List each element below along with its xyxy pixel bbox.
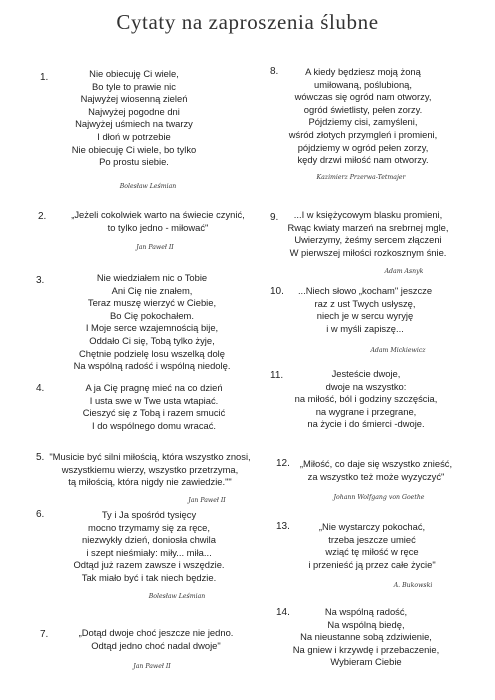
quote-line: to tylko jedno - miłować" — [107, 221, 209, 233]
quote-line: na miłość, ból i godziny szczęścia, — [294, 393, 438, 405]
quote-line: Najwyżej pogodne dni — [88, 105, 180, 117]
quote-line: I usta swe w Twe usta wtapiać. — [89, 394, 219, 406]
quote-line: Po prostu siebie. — [99, 156, 169, 168]
quote-author: Adam Mickiewicz — [370, 347, 426, 354]
page-title: Cytaty na zaproszenia ślubne — [116, 10, 379, 34]
quote-line: Nie obiecuję Ci wiele, — [89, 68, 179, 79]
quote-number: 3. — [36, 275, 45, 286]
quote-line: Na nieustanne sobą zdziwienie, — [300, 631, 432, 643]
quote-line: Pójdziemy cisi, zamyśleni, — [308, 116, 418, 128]
quote-line: Bo Cię pokochałem. — [110, 309, 194, 321]
quote-line: za wszystko też może wyzyczyć" — [307, 470, 445, 482]
quote-text — [30, 451, 270, 489]
quote-text — [246, 368, 486, 431]
quote-line: tą miłością, która nigdy nie zawiedzie."" — [68, 476, 232, 488]
quote-text — [243, 66, 483, 167]
quote-line: ogród świetlisty, pełen zorzy. — [303, 103, 423, 115]
quote-line: i szept nieśmiały: miły... miła... — [86, 546, 212, 558]
quote-line: umiłowaną, poślubioną, — [314, 78, 412, 90]
quote-author: Jan Paweł II — [136, 244, 174, 251]
quote-line: Tak miało być i tak niech będzie. — [81, 571, 217, 583]
quote-line: wziąć tę miłość w ręce — [325, 546, 419, 558]
quote-line: „Dotąd dwoje choć jeszcze nie jedno. — [78, 627, 234, 638]
quote-line: kędy drzwi miłość nam otworzy. — [297, 154, 429, 166]
quote-text — [245, 285, 485, 335]
quote-line: Na wspólną radość, — [324, 606, 408, 617]
quote-number: 10. — [270, 286, 284, 297]
quote-line: „Miłość, co daje się wszystko znieść, — [299, 458, 453, 469]
quote-line: I Moje serce wzajemnością bije, — [85, 322, 219, 334]
quote-line: pójdziemy w ogród pełen zorzy, — [297, 141, 429, 153]
quote-line: W pierwszej miłości rozkosznym śnie. — [289, 246, 447, 258]
quote-line: „Jeżeli cokolwiek warto na świecie czynić, — [71, 209, 245, 220]
quote-number: 5. — [36, 452, 45, 463]
quote-text — [29, 509, 269, 585]
quote-line: Na wspólną radość i wspólną niedolę. — [73, 360, 231, 372]
quote-text — [246, 606, 486, 669]
quote-number: 1. — [40, 72, 49, 83]
quote-line: Ty i Ja spośród tysięcy — [101, 509, 197, 520]
quote-line: trzeba jeszcze umieć — [328, 533, 416, 545]
quote-number: 12. — [276, 458, 290, 469]
quote-text — [14, 68, 254, 169]
quote-line: na życie i do śmierci -dwoje. — [307, 418, 425, 430]
quote-line: A ja Cię pragnę mieć na co dzień — [85, 382, 223, 393]
quote-author: Kazimierz Przerwa-Tetmajer — [316, 174, 406, 181]
quote-line: I dłoń w potrzebie — [97, 130, 171, 142]
quote-line: Teraz muszę wierzyć w Ciebie, — [87, 297, 217, 309]
quote-line: Najwyżej wiosenną zieleń — [80, 93, 188, 105]
quote-author: A. Bukowski — [393, 582, 433, 589]
quote-line: Wybieram Ciebie — [330, 656, 402, 668]
quote-number: 6. — [36, 509, 45, 520]
quote-line: Oddało Ci się, Tobą tylko żyje, — [89, 334, 215, 346]
quote-number: 13. — [276, 521, 290, 532]
quote-line: niech je w sercu wyryję — [316, 310, 414, 322]
quote-line: mocno trzymamy się za ręce, — [88, 521, 210, 533]
quote-author: Jan Paweł II — [133, 663, 171, 670]
quote-line: i przenieść ją przez całe życie" — [308, 558, 436, 570]
quote-number: 9. — [270, 212, 279, 223]
quote-author: Jan Paweł II — [188, 497, 226, 504]
quote-line: "Musicie być silni miłością, która wszystko znosi, — [49, 451, 251, 462]
quote-author: Adam Asnyk — [384, 268, 424, 275]
quote-text — [252, 521, 492, 571]
quote-author: Johann Wolfgang von Goethe — [333, 494, 425, 501]
quote-line: A kiedy będziesz moją żoną — [305, 66, 421, 77]
quote-line: Ani Cię nie znałem, — [111, 284, 193, 296]
quote-number: 2. — [38, 211, 47, 222]
quote-line: Na wspólną biedę, — [327, 618, 405, 630]
quote-text — [34, 382, 274, 432]
quote-line: Uwierzymy, żeśmy sercem złączeni — [294, 234, 442, 246]
quote-text — [248, 209, 488, 259]
quote-line: Bo tyle to prawie nic — [92, 80, 176, 92]
quote-line: I do wspólnego domu wracać. — [91, 419, 217, 431]
quote-line: Na gniew i krzywdę i przebaczenie, — [292, 643, 440, 655]
quote-text — [256, 458, 495, 483]
quote-line: Cieszyć się z Tobą i razem smucić — [82, 407, 226, 419]
quote-line: dwoje na wszystko: — [325, 380, 407, 392]
quote-line: ...Niech słowo „kocham" jeszcze — [297, 285, 433, 296]
quote-line: Odtąd jedno choć nadal dwoje" — [91, 639, 221, 651]
quote-line: ...I w księżycowym blasku promieni, — [293, 209, 443, 220]
quote-line: Najwyżej uśmiech na twarzy — [75, 118, 193, 130]
quote-line: wśród złotych przymgleń i promieni, — [288, 128, 438, 140]
quote-text — [36, 627, 276, 652]
quote-text — [32, 272, 272, 373]
quote-line: na wygrane i przegrane, — [315, 405, 417, 417]
quote-author: Bolesław Leśmian — [119, 183, 177, 190]
quote-line: Nie wiedziałem nic o Tobie — [96, 272, 208, 283]
quote-text — [38, 209, 278, 234]
quote-number: 7. — [40, 629, 49, 640]
quote-line: Rwąc kwiaty marzeń na srebrnej mgle, — [287, 221, 449, 233]
quote-number: 8. — [270, 66, 279, 77]
quote-number: 11. — [270, 370, 284, 381]
quote-line: wszystkiemu wierzy, wszystko przetrzyma, — [61, 463, 239, 475]
quote-line: Jesteście dwoje, — [331, 368, 401, 379]
quote-line: wówczas się ogród nam otworzy, — [294, 91, 432, 103]
quote-line: Nie obiecuję Ci wiele, bo tylko — [71, 143, 197, 155]
quote-author: Bolesław Leśmian — [148, 593, 206, 600]
quote-line: „Nie wystarczy pokochać, — [318, 521, 426, 532]
quote-number: 4. — [36, 383, 45, 394]
quote-line: niezwykły dzień, doniosła chwila — [82, 534, 216, 546]
quote-number: 14. — [276, 607, 290, 618]
quote-line: Odtąd już razem zawsze i wszędzie. — [73, 559, 225, 571]
quote-line: Chętnie podzielę losu wszelką dolę — [79, 347, 225, 359]
quote-line: i w myśli zapiszę... — [326, 322, 404, 334]
quote-line: raz z ust Twych usłyszę, — [314, 297, 416, 309]
